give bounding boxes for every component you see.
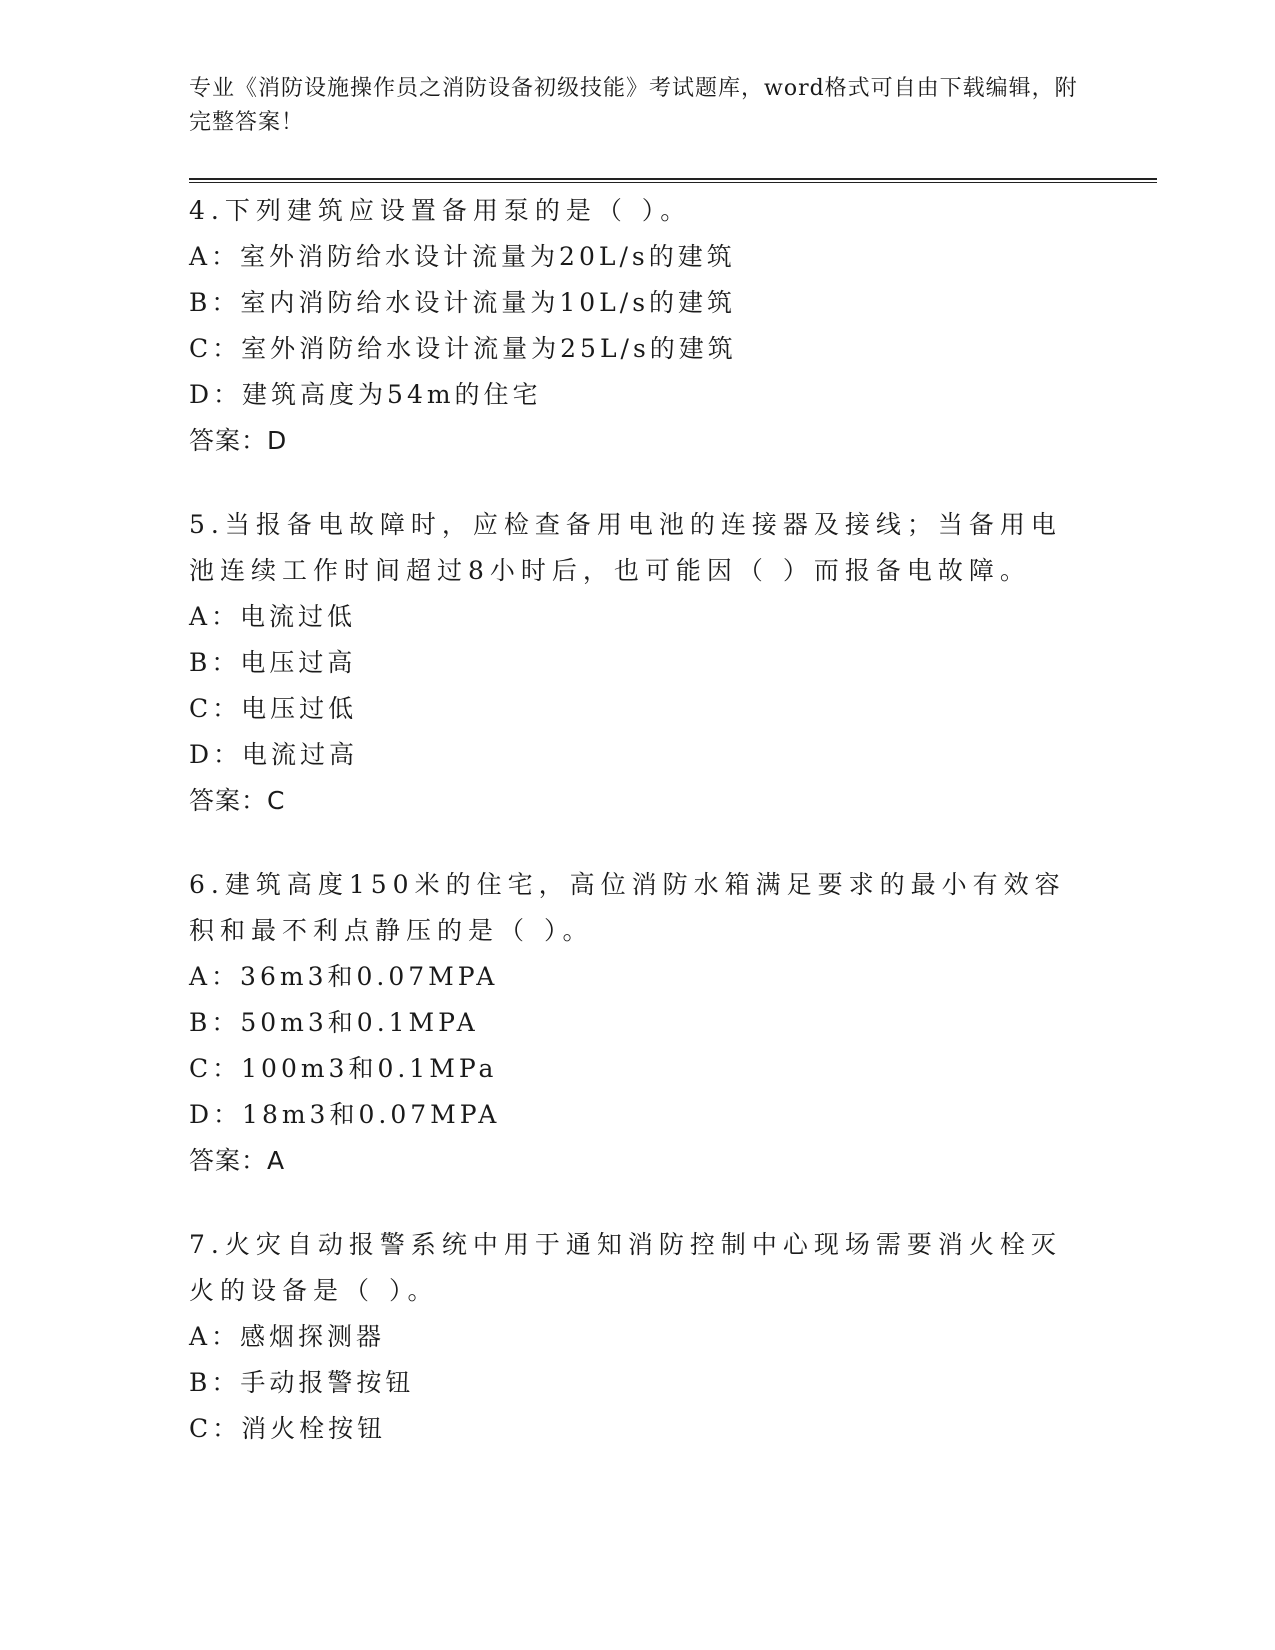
- option-c: C：100m3和0.1MPa: [189, 1054, 498, 1083]
- question-7: [189, 1222, 1069, 1452]
- question-4: [189, 188, 1069, 464]
- option-d: D：电流过高: [189, 740, 359, 769]
- option-b: B：50m3和0.1MPA: [189, 1008, 479, 1037]
- option-a: A：36m3和0.07MPA: [189, 962, 499, 991]
- answer-line: 答案：C: [189, 786, 286, 815]
- question-6: [189, 862, 1069, 1184]
- question-5: [189, 502, 1069, 824]
- option-c: C：电压过低: [189, 694, 358, 723]
- option-c: C：消火栓按钮: [189, 1414, 387, 1443]
- answer-line: 答案：A: [189, 1146, 286, 1175]
- option-d: D：18m3和0.07MPA: [189, 1100, 501, 1129]
- question-list: [189, 188, 1069, 1452]
- option-c: C：室外消防给水设计流量为25L/s的建筑: [189, 334, 737, 363]
- option-a: A：感烟探测器: [189, 1322, 386, 1351]
- question-title: 4.下列建筑应设置备用泵的是（ ）。: [189, 196, 692, 225]
- option-a: A：室外消防给水设计流量为20L/s的建筑: [189, 242, 736, 271]
- question-title: 6.建筑高度150米的住宅，高位消防水箱满足要求的最小有效容积和最不利点静压的是（ ）。: [189, 870, 1066, 945]
- option-b: B：手动报警按钮: [189, 1368, 415, 1397]
- question-title: 5.当报备电故障时，应检查备用电池的连接器及接线；当备用电池连续工作时间超过8小时后，也可能因（ ）而报备电故障。: [189, 510, 1062, 585]
- answer-line: 答案：D: [189, 426, 288, 455]
- option-b: B：室内消防给水设计流量为10L/s的建筑: [189, 288, 737, 317]
- option-a: A：电流过低: [189, 602, 357, 631]
- document-header: 专业《消防设施操作员之消防设备初级技能》考试题库，word格式可自由下载编辑，附完整答案！: [189, 76, 1078, 135]
- header-divider: [189, 178, 1157, 183]
- option-b: B：电压过高: [189, 648, 357, 677]
- question-title: 7.火灾自动报警系统中用于通知消防控制中心现场需要消火栓灭火的设备是（ ）。: [189, 1230, 1062, 1305]
- option-d: D：建筑高度为54m的住宅: [189, 380, 542, 409]
